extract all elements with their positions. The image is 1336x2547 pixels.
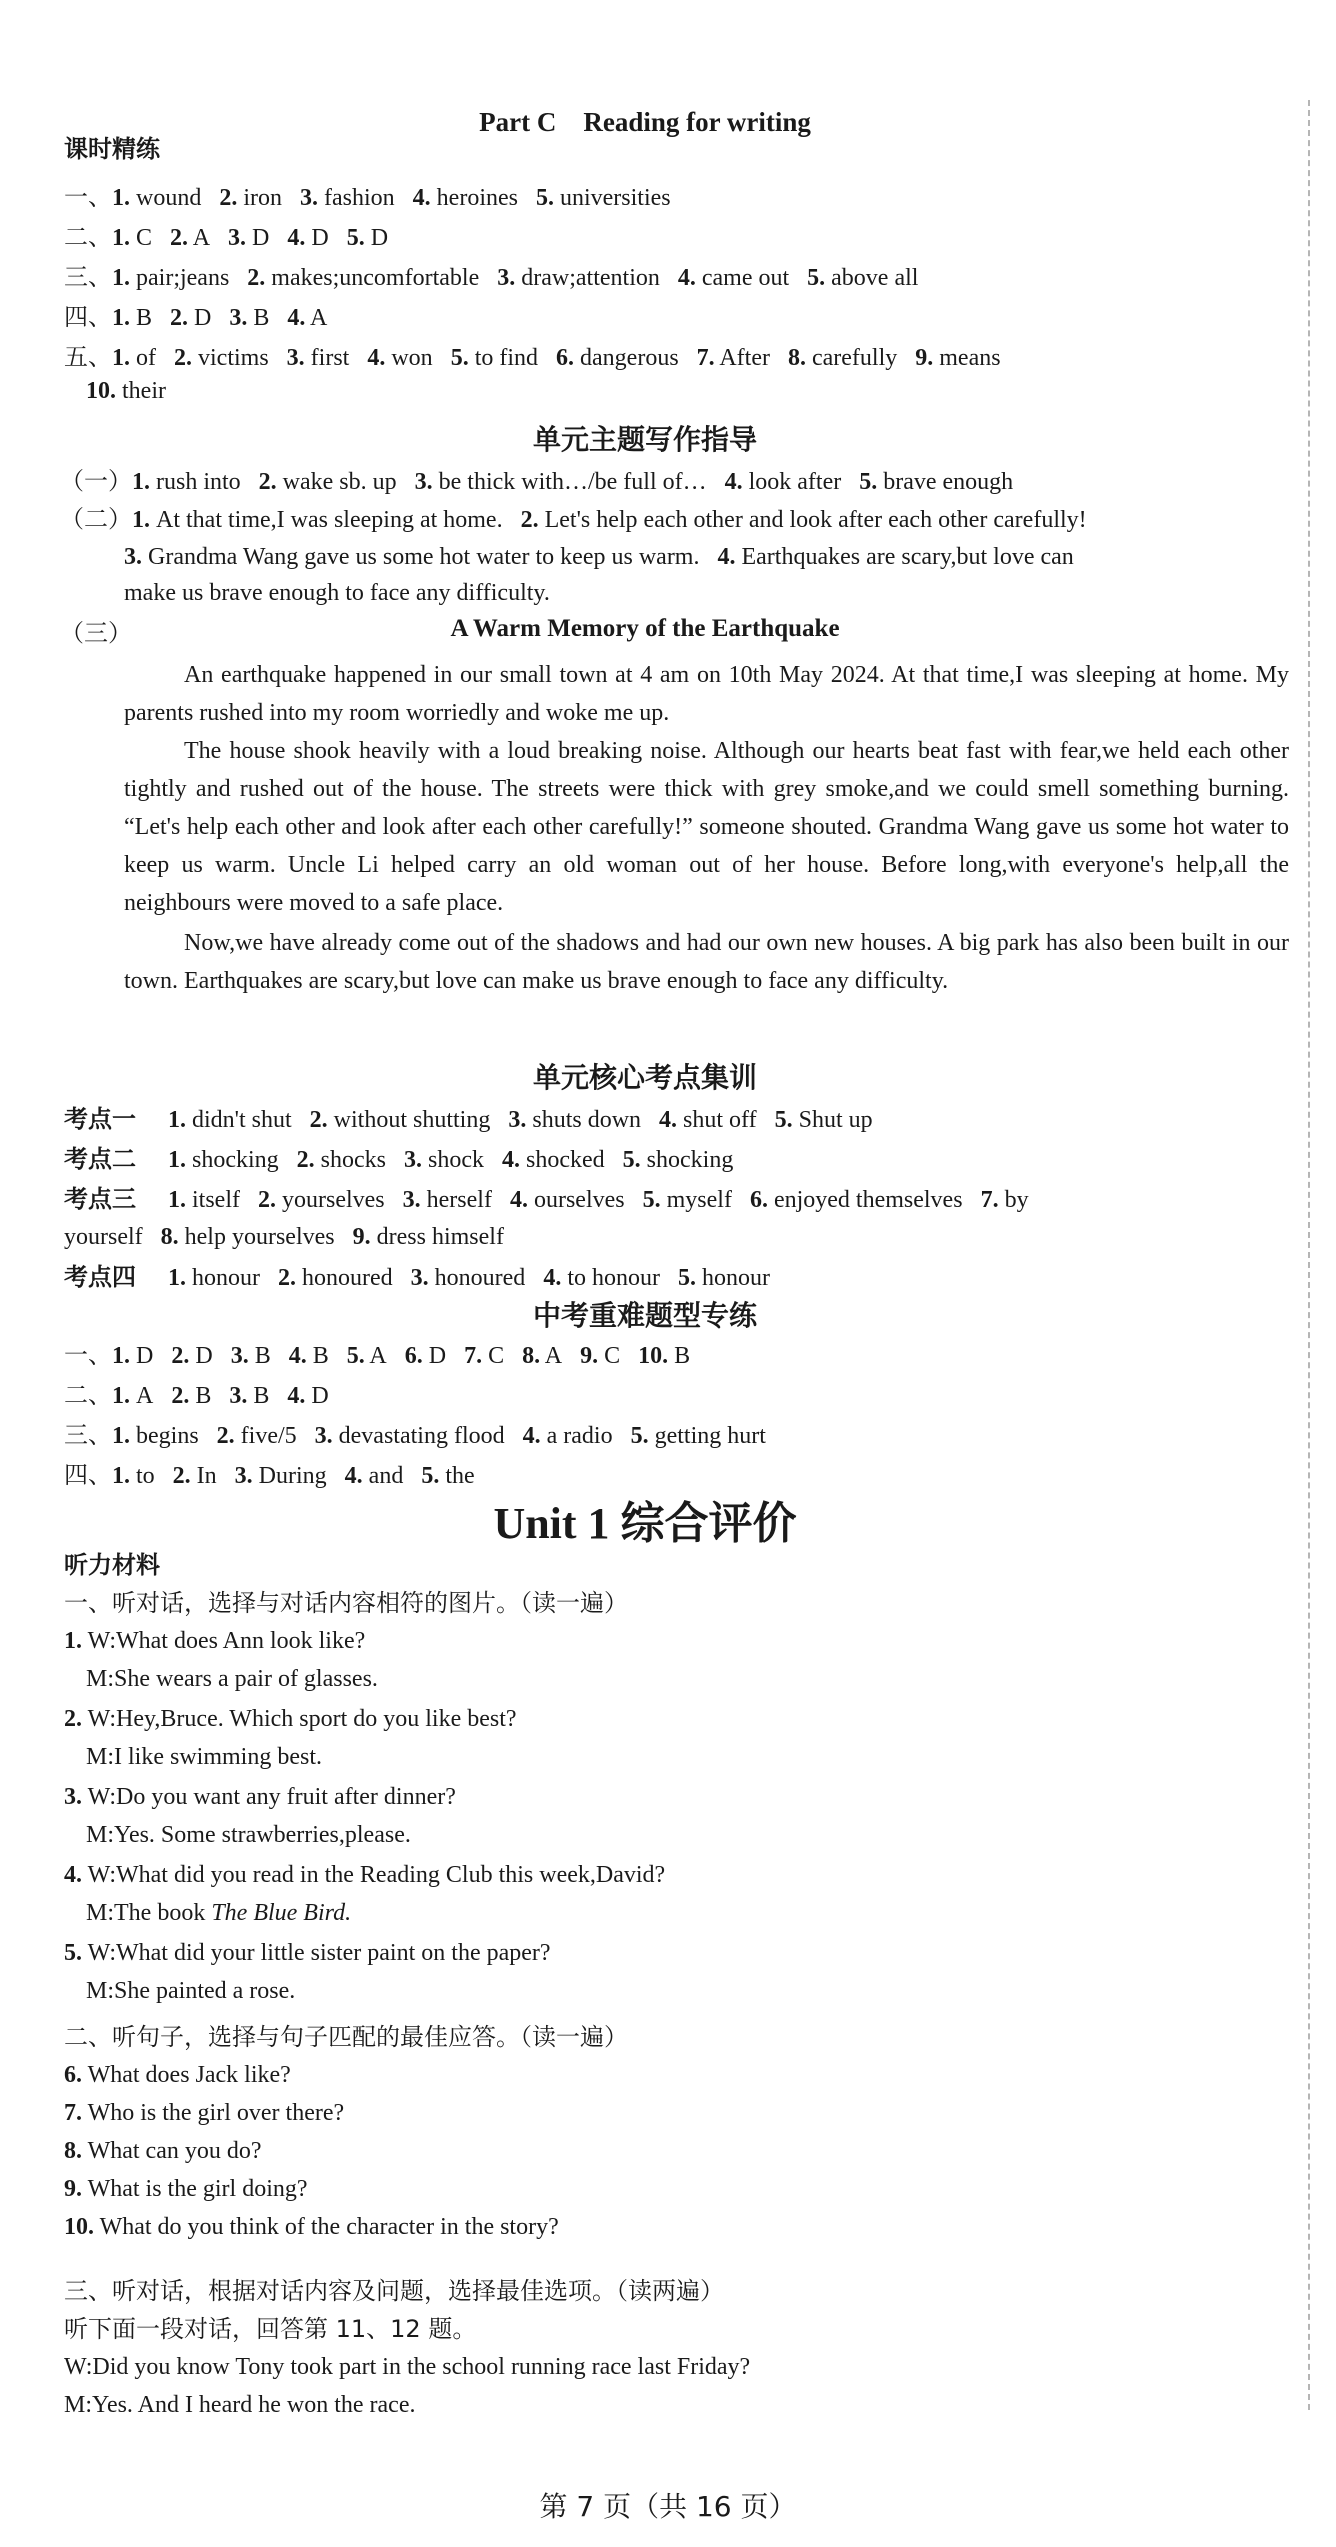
listening-section-2: 二、听句子，选择与句子匹配的最佳应答。（读一遍）: [64, 2023, 628, 2051]
item-number: 7.: [696, 345, 715, 371]
item-answer: to: [130, 1463, 155, 1489]
dialog-answer: [86, 1664, 378, 1694]
item-answer: D: [364, 225, 389, 251]
writing-part-3-label: （三）: [60, 619, 132, 647]
item-number: 2.: [278, 1265, 296, 1291]
item-answer: C: [598, 1343, 621, 1369]
item-number: 4.: [522, 1423, 541, 1449]
item-number: 5.: [774, 1107, 793, 1133]
item-number: 2.: [258, 1187, 276, 1213]
item-answer: won: [385, 345, 433, 371]
item-answer: C: [130, 225, 153, 251]
item-number: 3.: [497, 265, 516, 291]
dialog-question: [64, 1782, 456, 1812]
item-number: 9.: [352, 1224, 371, 1250]
item-number: 2.: [170, 305, 189, 331]
item-number: 8.: [522, 1343, 541, 1369]
sentence-text: What can you do?: [82, 2138, 262, 2164]
item-number: 3.: [229, 1383, 248, 1409]
item-number: 5.: [859, 469, 878, 495]
item-answer: A: [364, 1343, 387, 1369]
item-number: 5.: [450, 345, 469, 371]
item-number: 9.: [580, 1343, 599, 1369]
listening-section-1: 一、听对话，选择与对话内容相符的图片。（读一遍）: [64, 1589, 628, 1617]
item-answer: pair;jeans: [130, 265, 230, 291]
item-answer: B: [189, 1383, 212, 1409]
item-number: 4.: [287, 225, 306, 251]
item-number: 10.: [64, 2214, 94, 2240]
item-number: 6.: [556, 345, 575, 371]
item-number: 4.: [344, 1463, 363, 1489]
item-number: 1.: [168, 1147, 186, 1173]
item-answer: and: [362, 1463, 404, 1489]
item-answer: the: [439, 1463, 475, 1489]
answer-row: [64, 1144, 733, 1175]
item-answer: A: [540, 1343, 563, 1369]
item-answer: five/5: [234, 1423, 297, 1449]
item-number: 3.: [64, 1784, 82, 1810]
item-number: 6.: [749, 1187, 768, 1213]
item-number: 1.: [112, 185, 130, 211]
item-answer: carefully: [805, 345, 898, 371]
answer-row: [64, 1340, 690, 1371]
item-answer: honour: [695, 1265, 770, 1291]
writing-part-2-line-1: （二）1. At that time,I was sleeping at home. 2. Let's help each other and look after each other carefully!: [60, 505, 1087, 533]
zhongkao-heading: 中考重难题型专练: [532, 1299, 757, 1332]
item-number: 1.: [112, 1463, 130, 1489]
item-answer: myself: [660, 1187, 732, 1213]
item-answer: Shut up: [792, 1107, 873, 1133]
item-answer: B: [306, 1343, 329, 1369]
answer-row: [60, 466, 1013, 497]
answer-row: [64, 1262, 770, 1293]
dialog-m: M:The book: [86, 1900, 206, 1926]
dialog-question: [64, 1938, 551, 1968]
item-answer: to find: [468, 345, 539, 371]
item-number: 1.: [132, 469, 150, 495]
item-number: 1.: [112, 225, 130, 251]
row-label: 四、: [64, 303, 112, 331]
item-answer: shocking: [640, 1147, 734, 1173]
item-number: 2.: [309, 1107, 328, 1133]
dialog-answer: [86, 1976, 295, 2006]
item-answer: itself: [186, 1187, 240, 1213]
dialog-m-line: M:Yes. And I heard he won the race.: [64, 2392, 416, 2418]
item-answer: B: [247, 305, 270, 331]
item-number: 1.: [112, 1383, 130, 1409]
item-answer: to honour: [561, 1265, 660, 1291]
dialog-w: W:Do you want any fruit after dinner?: [82, 1784, 456, 1810]
sentence-text: Who is the girl over there?: [82, 2100, 345, 2126]
item-number: 10.: [86, 378, 116, 404]
item-number: 4.: [677, 265, 696, 291]
item-number: 4.: [724, 469, 743, 495]
item-answer: shocks: [314, 1147, 387, 1173]
row-label: 考点一: [64, 1105, 136, 1133]
item-answer: above all: [825, 265, 919, 291]
item-number: 5.: [64, 1940, 82, 1966]
item-number: 3.: [404, 1147, 423, 1173]
item-number: 2.: [64, 1706, 82, 1732]
row-label: 考点二: [64, 1145, 136, 1173]
keshi-heading: 课时精练: [64, 135, 160, 163]
item-number: 4.: [502, 1147, 521, 1173]
item-number: 8.: [64, 2138, 82, 2164]
item-number: 4.: [287, 305, 306, 331]
item-number: 5.: [630, 1423, 649, 1449]
dialog-answer: [86, 1898, 351, 1928]
part-title: Part C Reading for writing: [479, 107, 811, 137]
writing-part-2-line-3: make us brave enough to face any difficulty.: [124, 580, 550, 606]
item-number: 1.: [112, 345, 130, 371]
item-number: 2.: [296, 1147, 315, 1173]
row-label: 考点三: [64, 1185, 136, 1213]
listening-sentence: [64, 2060, 291, 2090]
item-answer: wound: [130, 185, 202, 211]
item-answer: iron: [237, 185, 283, 211]
item-answer: A: [188, 225, 211, 251]
dialog-m: M:She wears a pair of glasses.: [86, 1666, 378, 1692]
item-answer: dangerous: [574, 345, 679, 371]
item-answer: ourselves: [527, 1187, 625, 1213]
item-number: 1.: [168, 1107, 186, 1133]
item-answer: universities: [553, 185, 671, 211]
item-number: 7.: [980, 1187, 999, 1213]
fold-line: [1308, 100, 1310, 2410]
item-number: 1.: [168, 1265, 186, 1291]
item-answer: help yourselves: [178, 1224, 335, 1250]
item-answer: D: [188, 305, 212, 331]
writing-guide-heading: 单元主题写作指导: [532, 423, 757, 456]
item-number: 8.: [787, 345, 806, 371]
item-number: 2.: [258, 469, 277, 495]
item-number: 1.: [112, 1423, 130, 1449]
answer-row: [64, 302, 327, 333]
item-number: 9.: [64, 2176, 82, 2202]
listening-heading: 听力材料: [64, 1551, 160, 1579]
item-number: 5.: [346, 225, 365, 251]
item-number: 3.: [230, 1343, 249, 1369]
item-answer: herself: [420, 1187, 492, 1213]
item-answer: honour: [186, 1265, 260, 1291]
item-number: 4.: [659, 1107, 678, 1133]
item-answer: yourself: [64, 1224, 143, 1250]
item-number: 2.: [219, 185, 238, 211]
item-answer: A: [305, 305, 328, 331]
item-answer: honoured: [428, 1265, 526, 1291]
item-answer: wake sb. up: [276, 469, 397, 495]
item-number: 6.: [404, 1343, 423, 1369]
dialog-m: M:She painted a rose.: [86, 1978, 296, 2004]
item-number: 9.: [915, 345, 934, 371]
dialog-w: W:What does Ann look like?: [82, 1628, 366, 1654]
item-answer: D: [130, 1343, 154, 1369]
answer-row: [64, 1420, 766, 1451]
item-number: 5.: [346, 1343, 365, 1369]
item-answer: D: [422, 1343, 447, 1369]
item-answer: shut off: [677, 1107, 757, 1133]
item-number: 3.: [286, 345, 305, 371]
item-answer: enjoyed themselves: [767, 1187, 963, 1213]
item-number: 2.: [247, 265, 266, 291]
essay-title: A Warm Memory of the Earthquake: [450, 615, 840, 642]
row-label: 五、: [64, 343, 112, 371]
listening-section-3: 三、听对话，根据对话内容及问题，选择最佳选项。（读两遍）: [64, 2277, 724, 2305]
item-number: 5.: [807, 265, 826, 291]
item-answer: dress himself: [370, 1224, 504, 1250]
item-number: 7.: [464, 1343, 483, 1369]
item-number: 3.: [300, 185, 319, 211]
item-number: 3.: [402, 1187, 421, 1213]
item-answer: be thick with…/be full of…: [432, 469, 707, 495]
item-number: 4.: [412, 185, 431, 211]
dialog-w: W:Hey,Bruce. Which sport do you like best?: [82, 1706, 517, 1732]
item-answer: shocked: [520, 1147, 605, 1173]
item-answer: D: [189, 1343, 213, 1369]
item-answer: means: [933, 345, 1001, 371]
item-answer: makes;uncomfortable: [265, 265, 480, 291]
listening-sentence: [64, 2136, 262, 2166]
dialog-question: [64, 1704, 517, 1734]
item-answer: fashion: [318, 185, 395, 211]
item-number: 4.: [64, 1862, 82, 1888]
row-label: 三、: [64, 263, 112, 291]
item-answer: D: [246, 225, 270, 251]
item-number: 2.: [171, 1343, 190, 1369]
item-answer: heroines: [430, 185, 518, 211]
dialog-m: M:I like swimming best.: [86, 1744, 322, 1770]
sentence-text: What is the girl doing?: [82, 2176, 308, 2202]
answer-row: [64, 1184, 1029, 1215]
answer-row: [64, 222, 388, 253]
item-answer: getting hurt: [648, 1423, 766, 1449]
item-answer: shocking: [186, 1147, 279, 1173]
item-number: 2.: [174, 345, 192, 371]
item-number: 1.: [112, 305, 130, 331]
dialog-w: W:What did you read in the Reading Club this week,David?: [82, 1862, 666, 1888]
item-answer: a radio: [540, 1423, 613, 1449]
item-number: 4.: [288, 1343, 307, 1369]
row-label: 四、: [64, 1461, 112, 1489]
item-number: 4.: [287, 1383, 306, 1409]
item-number: 7.: [64, 2100, 82, 2126]
unit-title: Unit 1 综合评价: [493, 1499, 797, 1548]
item-answer: B: [668, 1343, 691, 1369]
item-answer: came out: [695, 265, 790, 291]
item-answer: D: [305, 1383, 329, 1409]
item-answer: C: [482, 1343, 505, 1369]
dialog-answer: [86, 1742, 322, 1772]
item-answer: of: [130, 345, 156, 371]
writing-part-2-line-2: 3. Grandma Wang gave us some hot water to keep us warm. 4. Earthquakes are scary,but love can: [124, 544, 1074, 570]
sentence-text: What does Jack like?: [82, 2062, 291, 2088]
listening-sentence: [64, 2212, 559, 2242]
dialog-answer: [86, 1820, 411, 1850]
core-points-heading: 单元核心考点集训: [532, 1061, 757, 1094]
item-number: 3.: [314, 1423, 333, 1449]
item-number: 5.: [677, 1265, 696, 1291]
dialog-question: [64, 1860, 665, 1890]
item-number: 1.: [64, 1628, 82, 1654]
row-label: 二、: [64, 1381, 112, 1409]
item-answer: yourselves: [276, 1187, 385, 1213]
item-number: 1.: [168, 1187, 186, 1213]
item-answer: devastating flood: [332, 1423, 505, 1449]
listening-instruction: 听下面一段对话，回答第 11、12 题。: [64, 2315, 477, 2343]
item-answer: rush into: [150, 469, 241, 495]
item-answer: without shutting: [327, 1107, 491, 1133]
answer-row: [64, 1104, 873, 1135]
item-number: 3.: [229, 305, 248, 331]
item-number: 3.: [414, 469, 433, 495]
item-answer: by: [998, 1187, 1029, 1213]
book-title: The Blue Bird.: [205, 1900, 352, 1926]
item-answer: During: [252, 1463, 327, 1489]
essay-paragraph-1: An earthquake happened in our small town at 4 am on 10th May 2024. At that time,I was sleeping at home. My parents rushed into my room worriedly and woke me up.: [124, 662, 1289, 726]
item-number: 10.: [638, 1343, 669, 1369]
item-number: 4.: [367, 345, 386, 371]
item-answer: first: [304, 345, 350, 371]
item-answer: A: [130, 1383, 154, 1409]
item-answer: didn't shut: [186, 1107, 292, 1133]
listening-sentence: [64, 2174, 308, 2204]
item-answer: begins: [130, 1423, 199, 1449]
dialog-m: M:Yes. Some strawberries,please.: [86, 1822, 411, 1848]
item-answer: their: [116, 378, 166, 404]
item-number: 4.: [509, 1187, 528, 1213]
item-answer: D: [305, 225, 329, 251]
item-number: 3.: [508, 1107, 527, 1133]
item-number: 6.: [64, 2062, 82, 2088]
row-label: （一）: [60, 467, 132, 495]
item-answer: draw;attention: [515, 265, 660, 291]
row-label: 一、: [64, 183, 112, 211]
item-answer: After: [714, 345, 770, 371]
item-number: 2.: [171, 1383, 190, 1409]
answer-row: [64, 1380, 329, 1411]
listening-sentence: [64, 2098, 344, 2128]
answer-row: [64, 342, 1001, 373]
dialog-w: W:What did your little sister paint on the paper?: [82, 1940, 551, 1966]
item-number: 2.: [172, 1463, 191, 1489]
item-number: 3.: [410, 1265, 429, 1291]
item-number: 3.: [228, 225, 247, 251]
item-answer: victims: [192, 345, 269, 371]
item-number: 3.: [234, 1463, 253, 1489]
item-answer: brave enough: [877, 469, 1014, 495]
row-label: 考点四: [64, 1263, 136, 1291]
item-number: 1.: [112, 1343, 130, 1369]
item-answer: B: [130, 305, 153, 331]
dialog-question: [64, 1626, 365, 1656]
item-number: 2.: [216, 1423, 235, 1449]
item-answer: In: [190, 1463, 217, 1489]
item-answer: look after: [742, 469, 842, 495]
row-label: 三、: [64, 1421, 112, 1449]
item-answer: shock: [422, 1147, 485, 1173]
essay-paragraph-2: The house shook heavily with a loud breaking noise. Although our hearts beat fast with fear,we held each other tightly and rushed out of the house. The streets were thick with grey smoke,and we could smell something burning. “Let's help each other and look after each other carefully!” someone shouted. Grandma Wang gave us some hot water to keep us warm. Uncle Li helped carry an old woman out of her house. Before long,with everyone's help,all the neighbours were moved to a safe place.: [124, 738, 1289, 916]
item-number: 5.: [421, 1463, 440, 1489]
item-answer: shuts down: [526, 1107, 642, 1133]
item-answer: B: [248, 1343, 271, 1369]
sentence-text: What do you think of the character in the story?: [94, 2214, 559, 2240]
item-number: 5.: [642, 1187, 661, 1213]
essay-paragraph-3: Now,we have already come out of the shadows and had our own new houses. A big park has also been built in our town. Earthquakes are scary,but love can make us brave enough to face any difficulty.: [124, 930, 1289, 994]
answer-row: [86, 376, 166, 406]
row-label: 一、: [64, 1341, 112, 1369]
item-number: 5.: [622, 1147, 641, 1173]
item-answer: B: [247, 1383, 270, 1409]
item-number: 2.: [170, 225, 189, 251]
item-number: 5.: [535, 185, 554, 211]
answer-row: [64, 1222, 504, 1252]
dialog-w-line: W:Did you know Tony took part in the school running race last Friday?: [64, 2354, 751, 2380]
answer-row: [64, 182, 671, 213]
item-answer: honoured: [296, 1265, 393, 1291]
answer-row: [64, 262, 918, 293]
item-number: 1.: [112, 265, 130, 291]
row-label: 二、: [64, 223, 112, 251]
item-number: 8.: [160, 1224, 179, 1250]
page-footer: 第 7 页（共 16 页）: [539, 2490, 797, 2523]
item-number: 4.: [543, 1265, 562, 1291]
